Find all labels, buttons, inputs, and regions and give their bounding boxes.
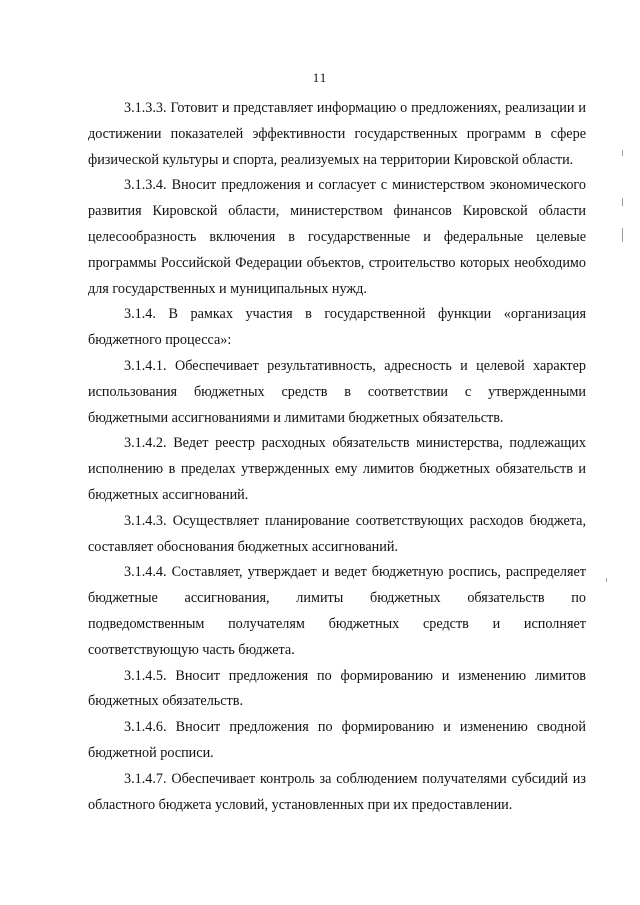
paragraph-3-1-3-3: 3.1.3.3. Готовит и представляет информацию о предложениях, реализации и достижении показателей эффективности государственных программ в сфере физической культуры и спорта, реализуемых на территории Кировской области. <box>88 100 586 168</box>
scan-artifact-mark <box>622 228 623 242</box>
paragraph-3-1-4-3: 3.1.4.3. Осуществляет планирование соответствующих расходов бюджета, составляет обоснования бюджетных ассигнований. <box>88 512 586 555</box>
paragraph-3-1-4-4: 3.1.4.4. Составляет, утверждает и ведет бюджетную роспись, распределяет бюджетные ассигнования, лимиты бюджетных обязательств по подведомственным получателям бюджетных средств и исполняет соответствующую часть бюджета. <box>88 564 586 658</box>
document-body <box>88 96 586 818</box>
paragraph-3-1-4-6: 3.1.4.6. Вносит предложения по формированию и изменению сводной бюджетной росписи. <box>88 719 586 761</box>
scan-artifact-mark <box>622 198 623 206</box>
paragraph-3-1-4: 3.1.4. В рамках участия в государственной функции «организация бюджетного процесса»: <box>88 306 586 349</box>
page-number: 11 <box>312 70 328 85</box>
paragraph-3-1-4-1: 3.1.4.1. Обеспечивает результативность, адресность и целевой характер использования бюджетных средств в соответствии с утвержденными бюджетными ассигнованиями и лимитами бюджетных обязательств. <box>88 357 586 426</box>
paragraph-3-1-4-5: 3.1.4.5. Вносит предложения по формированию и изменению лимитов бюджетных обязательств. <box>88 667 586 710</box>
paragraph-3-1-4-7: 3.1.4.7. Обеспечивает контроль за соблюдением получателями субсидий из областного бюджета условий, установленных при их предоставлении. <box>88 770 586 813</box>
scan-artifact-mark <box>606 578 607 582</box>
paragraph-3-1-4-2: 3.1.4.2. Ведет реестр расходных обязательств министерства, подлежащих исполнению в пределах утвержденных ему лимитов бюджетных обязательств и бюджетных ассигнований. <box>88 435 586 503</box>
scan-artifact-mark <box>622 150 623 156</box>
paragraph-3-1-3-4: 3.1.3.4. Вносит предложения и согласует с министерством экономического развития Кировской области, министерством финансов Кировской области целесообразность включения в государственные и федеральные целевые программы Российской Федерации объектов, строительство которых необходимо для государственных и муниципальных нужд. <box>88 177 586 297</box>
